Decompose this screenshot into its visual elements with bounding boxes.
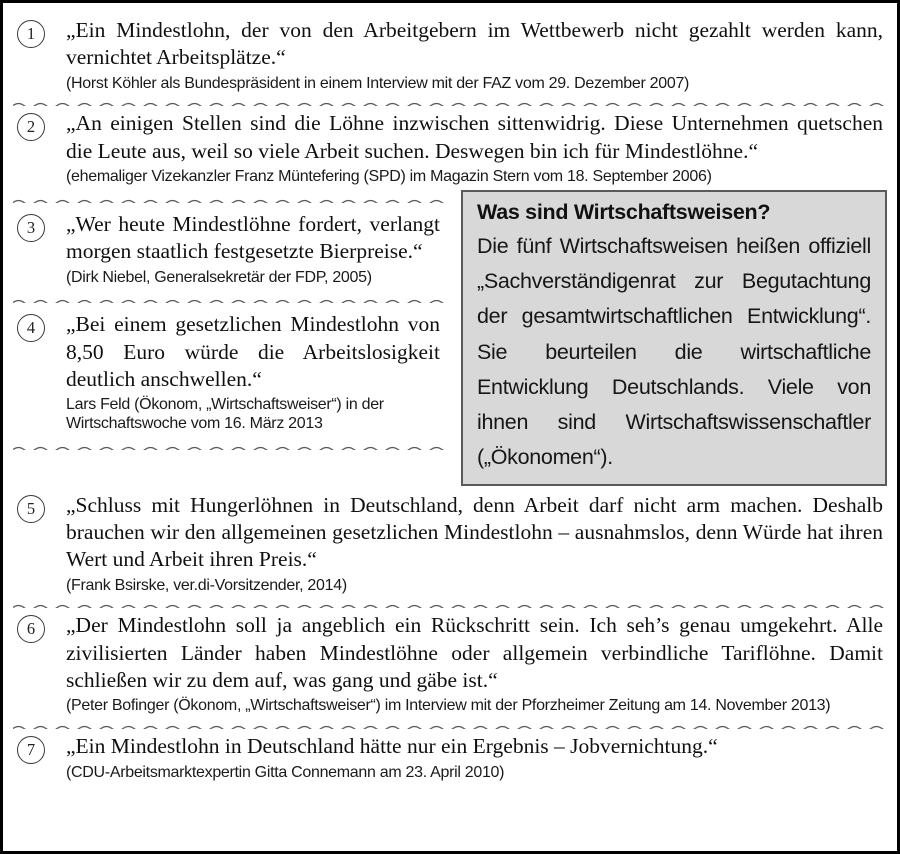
left-column <box>11 190 448 488</box>
quote-2 <box>17 110 883 186</box>
quote-4-number-badge: 4 <box>17 314 45 342</box>
wavy-divider <box>13 97 885 106</box>
quote-2-body <box>66 110 883 186</box>
quote-4-body <box>66 311 440 434</box>
infobox-title: Was sind Wirtschaftsweisen? <box>477 199 771 224</box>
quote-6-citation: (Peter Bofinger (Ökonom, „Wirtschaftsweiser“) im Interview mit der Pforzheimer Zeitung am 14. November 2013) <box>66 697 831 715</box>
quote-3-text: „Wer heute Mindestlöhne fordert, verlangt morgen staatlich festgesetzte Bierpreise.“ <box>66 211 440 264</box>
wavy-divider <box>13 720 885 729</box>
quote-5-text: „Schluss mit Hungerlöhnen in Deutschland, denn Arbeit darf nicht arm machen. Deshalb brauchen wir den allgemeinen gesetzlichen Mindestlohn – ausnahmslos, denn Würde hat ihren Wert und Arbeit ihren Preis.“ <box>66 492 883 572</box>
quote-7-body <box>66 733 883 782</box>
quote-1-citation: (Horst Köhler als Bundespräsident in einem Interview mit der FAZ vom 29. Dezember 2007) <box>66 74 690 92</box>
quote-2-text: „An einigen Stellen sind die Löhne inzwischen sittenwidrig. Diese Unternehmen quetschen die Leute aus, weil so viele Arbeit suchen. Deswegen bin ich für Mindestlöhne.“ <box>66 111 883 163</box>
quote-7-text: „Ein Mindestlohn in Deutschland hätte nur ein Ergebnis – Jobvernichtung.“ <box>66 734 718 759</box>
quote-4-text: „Bei einem gesetzlichen Mindestlohn von 8,50 Euro würde die Arbeitslosigkeit deutlich anschwellen.“ <box>66 312 440 391</box>
quote-4 <box>17 311 440 434</box>
quote-1-text: „Ein Mindestlohn, der von den Arbeitgebern im Wettbewerb nicht gezahlt werden kann, vernichtet Arbeitsplätze.“ <box>66 18 883 70</box>
quote-5-number-badge: 5 <box>17 495 45 523</box>
quote-7-citation: (CDU-Arbeitsmarktexpertin Gitta Connemann am 23. April 2010) <box>66 763 505 781</box>
infobox-text: Die fünf Wirtschaftsweisen heißen offiziell „Sachverständigenrat zur Begutachtung der gesamtwirtschaftlichen Entwicklung“. Sie beurteilen die wirtschaftliche Entwicklung Deutschlands. Viele von ihnen sind Wirtschaftswissenschaftler („Ökonomen“). <box>477 233 871 470</box>
quote-1-number-badge: 1 <box>17 20 45 48</box>
quote-1-body <box>66 17 883 93</box>
quote-2-number-badge: 2 <box>17 113 45 141</box>
quote-1 <box>17 17 883 93</box>
wavy-divider <box>13 194 446 203</box>
wavy-divider <box>13 441 446 450</box>
wavy-divider <box>13 599 885 608</box>
quote-7 <box>17 733 883 782</box>
quote-3-body <box>66 211 440 287</box>
quote-6 <box>17 612 883 716</box>
quote-3 <box>17 211 440 287</box>
quote-3-citation: (Dirk Niebel, Generalsekretär der FDP, 2005) <box>66 268 372 286</box>
quote-6-text: „Der Mindestlohn soll ja angeblich ein Rückschritt sein. Ich seh’s genau umgekehrt. Alle zivilisierten Länder haben Mindestlöhne oder allgemein verbindliche Tariflöhne. Damit schließen wir zu dem auf, was gang und gäbe ist.“ <box>66 613 883 693</box>
quote-2-citation: (ehemaliger Vizekanzler Franz Müntefering (SPD) im Magazin Stern vom 18. September 2006) <box>66 168 712 186</box>
quote-3-number-badge: 3 <box>17 214 45 242</box>
infobox-wirtschaftsweisen <box>461 190 887 486</box>
quote-7-number-badge: 7 <box>17 736 45 764</box>
two-column-region <box>11 190 887 488</box>
quote-5 <box>17 492 883 596</box>
quote-5-body <box>66 492 883 596</box>
quote-5-citation: (Frank Bsirske, ver.di-Vorsitzender, 2014) <box>66 576 347 594</box>
quote-6-body <box>66 612 883 716</box>
wavy-divider <box>13 294 446 303</box>
quote-6-number-badge: 6 <box>17 615 45 643</box>
quote-4-citation: Lars Feld (Ökonom, „Wirtschaftsweiser“) in der Wirtschaftswoche vom 16. März 2013 <box>66 396 384 433</box>
